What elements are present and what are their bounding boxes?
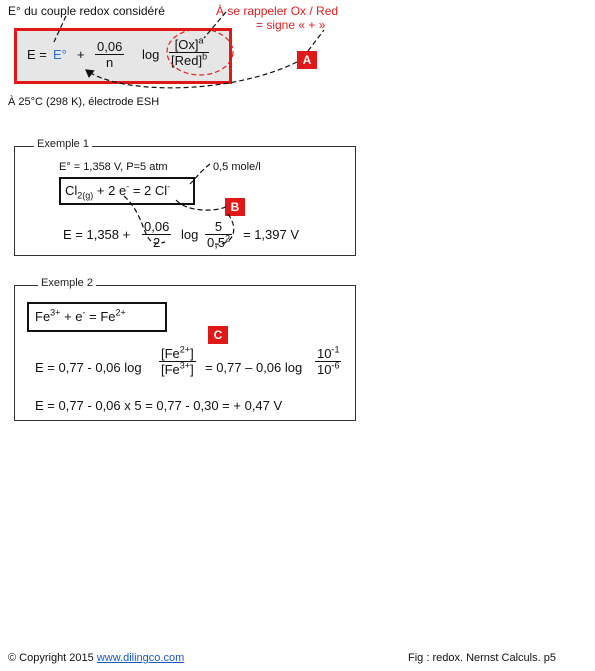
badge-c: C	[208, 326, 228, 344]
example-1-calc-lhs: E = 1,358 +	[63, 227, 131, 242]
example-2-reaction: $Fe^{3+} + e^- = Fe^{2+}$	[35, 307, 126, 324]
example-2-den2: $10^{-6}$	[317, 360, 340, 377]
example-1-reaction: $Cl_{2(g)} + 2$ e- = 2 Cl-	[65, 181, 171, 201]
example-2-den: $[Fe^{3+}]$	[161, 360, 194, 377]
example-1-params: E° = 1,358 V, P=5 atm	[59, 161, 168, 173]
formula-plus: +	[77, 47, 85, 62]
callout-note-pointer	[190, 164, 210, 184]
example-1-note: 0,5 mole/l	[213, 161, 261, 173]
copyright-label: © Copyright 2015	[8, 652, 97, 664]
callout-a-to-reminder	[308, 30, 324, 51]
callout-reminder-pointer	[204, 12, 226, 38]
e0-label: E° du couple redox considéré	[8, 4, 165, 18]
badge-b: B	[225, 198, 245, 216]
formula-log: log	[142, 47, 160, 62]
example-1-den: 2	[142, 234, 171, 250]
example-1-num2: 5	[214, 219, 223, 234]
formula-ox: $[Ox]^a$	[174, 35, 204, 52]
example-1-den2: $0,5^2$	[207, 233, 231, 250]
callout-b-to-log	[215, 214, 234, 244]
copyright-text	[8, 652, 184, 664]
formula-den: n	[95, 54, 124, 70]
example-2-title: Exemple 2	[38, 277, 96, 289]
callout-b-curve	[124, 196, 226, 243]
example-2-calc2: E = 0,77 - 0,06 x 5 = 0,77 - 0,30 = + 0,47 V	[35, 398, 283, 413]
example-2-calc1-lhs: E = 0,77 - 0,06 log	[35, 360, 142, 375]
conditions-text: À 25°C (298 K), électrode ESH	[8, 96, 160, 108]
formula-lhs: E =	[27, 47, 47, 62]
formula-e0: E°	[53, 47, 67, 62]
reminder-line-2: = signe « + »	[256, 18, 326, 32]
example-1-title: Exemple 1	[34, 138, 92, 150]
formula-red: [Red]$^b$	[171, 51, 208, 68]
example-2-num: $[Fe^{2+}]$	[161, 344, 194, 361]
figure-caption: Fig : redox. Nernst Calculs. p5	[408, 652, 556, 664]
example-2-calc1-mid: = 0,77 – 0,06 log	[205, 360, 303, 375]
callout-a-arrow	[86, 62, 297, 88]
badge-a: A	[297, 51, 317, 69]
formula-num: 0,06	[97, 39, 123, 54]
example-1-result: = 1,397 V	[243, 227, 300, 242]
ratio-highlight-ellipse	[167, 29, 233, 75]
example-1-log: log	[181, 227, 199, 242]
example-2-num2: $10^{-1}$	[317, 344, 340, 361]
example-1-num: 0,06	[144, 219, 170, 234]
website-link[interactable]: www.dilingco.com	[96, 652, 185, 664]
reminder-line-1: À se rappeler Ox / Red	[216, 4, 339, 18]
callout-e0-pointer	[54, 16, 66, 42]
